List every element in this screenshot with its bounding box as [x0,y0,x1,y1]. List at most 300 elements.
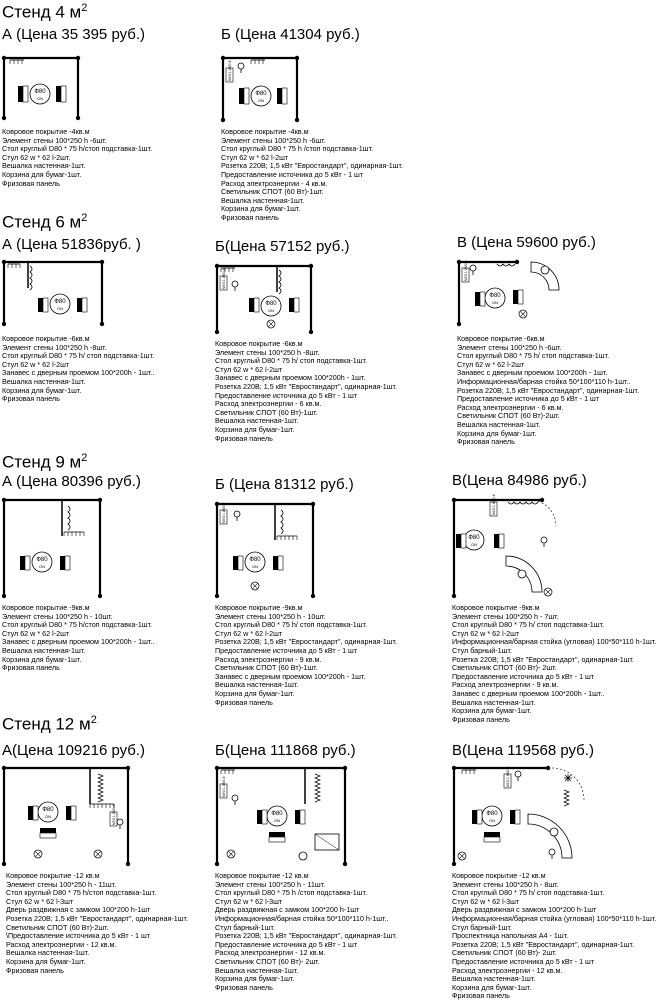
spec-line: Стул 62 w * 62 l-3шт [215,896,283,906]
spec-line: Предоставление источника до 5 кВт - 1 шт [452,956,595,966]
socket-label: МУЗ 1 АМ0.4 [506,766,510,787]
chair-back [239,88,244,104]
chair-back [66,806,71,820]
spec-line: Предоставление источника до 5 кВт - 1 шт [221,169,364,179]
spec-line: Информационная/барная стойка 50*100*110 h-1шт.. [457,376,631,386]
spec-line: Ковровое покрытие -9кв.м [452,603,540,612]
wall-post [343,766,347,770]
chair-seat [43,298,48,312]
wall-post [2,498,6,502]
chair-back [484,832,500,837]
spec-line: Ковровое покрытие -9кв.м [2,603,90,612]
wall-post [221,118,225,122]
spec-line: Корзина для бумаг-1шт. [452,706,532,716]
spec-line: Занавес с дверным проемом 100*200h - 1шт.. [452,688,605,698]
wall-post [76,56,80,60]
spec-line: Стол круглый D80 * 75 h/ стоп подставка-1шт. [452,620,605,630]
spec-line: Занавес с дверным проемом 100*200h - 1шт.. [2,637,155,647]
option-label: А (Цена 51836руб. ) [2,236,141,253]
table-sub: ON [37,96,43,101]
spec-line: Розетка 220В; 1,5 кВт "Евростандарт", одинарная-1шт. [215,637,398,647]
chair-back [60,556,65,570]
sliding-door [98,774,103,802]
spec-line: Розетка 220В; 1,5 кВт "Евростандарт", одинарная-1шт. [452,654,635,664]
chair-back [28,806,33,820]
wall-post [311,502,315,506]
spec-line: Занавес с дверным проемом 100*200h - 1шт. [457,368,608,378]
curtain-door [279,270,281,294]
wall-post [311,594,315,598]
chair-back [249,298,254,312]
chair-back [18,86,23,102]
chair-seat [269,837,285,842]
chair-back [20,556,25,570]
spec-line: Светильник СПОТ (60 Вт)-1шт. [215,663,318,673]
wall-post [2,766,6,770]
table-label: Ф80 [489,293,501,299]
wall-post [215,502,219,506]
spec-line: Вешалка настенная-1шт. [221,195,305,205]
spec-line: Элемент стены 100*250 h - 11шт. [6,879,117,889]
curtain-door [30,266,32,290]
option-label: Б (Цена 41304 руб.) [221,26,360,43]
chair-seat [71,806,76,820]
spec-list [452,872,656,1001]
spec-line: Фризовая панель [6,965,64,975]
socket-label: МУЗ 1 АМ0.4 [492,494,496,515]
wall-post [546,766,550,770]
spec-line: Элемент стены 100*250 h - 8шт. [452,879,559,889]
table-label: Ф80 [271,811,283,817]
spec-line: Предоставление источника до 5 кВт - 1 шт [457,394,600,404]
option-label: В(Цена 119568 руб.) [452,742,594,759]
spot-light-icon [117,819,123,825]
spec-line: Расход электроэнергии - 12 кв.м. [452,965,563,975]
table-sub: ON [45,814,51,819]
spec-line: Корзина для бумаг-1шт. [215,974,295,984]
stand-wall [4,262,102,324]
section-title: Стенд 4 $м^2$ [2,2,88,22]
spec-line: Ковровое покрытие -6кв.м [457,334,545,343]
spec-line: Стол круглый D80 * 75 h/стоп подставка-1шт. [6,888,157,898]
curtain-door [68,506,70,530]
option-label: Б(Цена 57152 руб.) [215,238,350,255]
spec-line: Корзина для бумаг-1шт. [2,385,82,395]
wall-post [126,766,130,770]
wall-post [215,862,219,866]
spec-line: Светильник СПОТ (60 Вт)-2шт. [6,922,109,932]
table-sub: ON [57,306,63,311]
spec-line: Вешалка настенная-1шт. [215,965,299,975]
spec-line: Информационная/барная стойка (угловая) 100*50*110 h-1шт. [452,637,657,647]
spec-line: Ковровое покрытие -6кв.м [215,339,303,348]
spot-light-icon [232,281,238,287]
spec-line: Фризовая панель [2,178,60,188]
chair-seat [40,833,56,838]
spec-line: Стол круглый D80 * 75 h/стоп подставка-1шт. [2,620,153,630]
bar-stool [299,852,307,860]
chair-back [77,298,82,312]
floor-plan [215,764,349,868]
socket-label: МУЗ 1 АМ0.4 [222,776,226,797]
spec-line: Предоставление источника до 5 кВт - 1 шт [452,671,595,681]
chair-back [277,88,282,104]
spec-line: Вешалка настенная-1шт. [452,974,536,984]
spec-line: Корзина для бумаг-1шт. [221,204,301,214]
chair-back [513,290,518,304]
chair-back [510,810,515,824]
spec-list [215,872,397,992]
table-sub: ON [268,308,274,313]
spec-line: Элемент стены 100*250 h -6шт. [221,135,326,145]
sliding-door [564,790,569,806]
option-label: А (Цена 35 395 руб.) [2,26,146,43]
spec-line: Фризовая панель [221,212,279,222]
option-label: А (Цена 80396 руб.) [2,473,141,490]
spec-line: Розетка 220В; 1,5 кВт "Евростандарт", одинарная-1шт. [6,913,189,923]
spec-line: Вешалка настенная-1шт. [6,948,90,958]
spec-line: Стол круглый D80 * 75 h /стоп подставка-1шт. [221,144,374,154]
spec-line: Фризовая панель [452,991,510,1001]
spot-light-icon [541,537,547,543]
spec-line: Расход электроэнергии - 9 кв.м. [452,680,559,690]
spec-list [221,128,403,223]
wall-post [309,264,313,268]
spec-line: Вешалка настенная-1шт. [215,680,299,690]
spec-line: Предоставление источника до 5 кВт - 1 шт [215,645,358,655]
chair-back [269,832,285,837]
spec-line: Элемент стены 100*250 h - 7шт. [452,611,559,621]
spec-line: Розетка 220В; 1,5 кВт "Евростандарт", одинарная-1шт. [215,931,398,941]
spec-line: Светильник СПОТ (60 Вт)-1шт. [221,187,324,197]
floor-plan [215,500,317,600]
chair-seat [82,298,87,312]
spec-line: Занавес с дверным проемом 100*200h - 1шт. [215,373,366,383]
wall-post [309,330,313,334]
socket-label: МУЗ 1 АМ0.4 [112,804,116,825]
spec-line: Занавес с дверным проемом 100*200h - 1шт. [215,671,366,681]
spec-line: Вешалка настенная-1шт. [2,161,86,171]
wall-post [215,264,219,268]
spec-line: Стол круглый D80 * 75 h/ стоп подставка-1шт. [2,351,155,361]
chair-seat [282,88,287,104]
option-label: Б (Цена 81312 руб.) [215,476,354,493]
spec-line: Стул 62 w * 62 l-2шт [457,359,525,369]
wall-post [343,862,347,866]
bar-stool [550,828,558,836]
wall-post [98,498,102,502]
spec-line: Информационная/барная стойка (угловая) 100*50*110 h-1шт. [452,913,657,923]
curtain-door [497,264,515,266]
spot-light-icon [238,63,244,69]
spec-line: Проспектница напольная А4 - 1шт. [452,931,569,941]
table-label: Ф80 [249,557,261,563]
spec-line: Расход электроэнергии - 6 кв.м. [215,399,322,409]
spec-line: Вешалка настенная-1шт. [215,416,299,426]
wall-post [457,260,461,264]
spec-line: Стул 62 w * 62 l-3шт [452,896,520,906]
chair-seat [33,806,38,820]
spec-line: Вешалка настенная-1шт. [2,376,86,386]
section-title: Стенд 12 $м^2$ [2,714,97,734]
spec-line: Предоставление источника до 5 кВт - 1 шт [215,390,358,400]
chair-seat [262,810,267,824]
spec-line: Ковровое покрытие -12 кв.м [452,871,546,880]
floor-plan [2,496,104,600]
spec-line: Информационная/барная стойка 50*100*110 h-1шт.. [215,913,389,923]
spec-line: Элемент стены 100*250 h -6шт. [457,342,562,352]
wall-post [515,260,519,264]
spec-line: Стол круглый D80 * 75 h/ стоп подставка-1шт. [215,620,368,630]
brochure-stand-icon [564,774,572,782]
spot-light-icon [234,511,240,517]
spec-line: Стол круглый D80 * 75 h/ стоп подставка-1шт. [215,356,368,366]
spec-line: Корзина для бумаг-1шт. [6,956,86,966]
spec-list [2,604,154,673]
option-label: Б(Цена 111868 руб.) [215,742,356,759]
spec-line: Светильник СПОТ (60 Вт)- 2шт. [452,663,557,673]
chair-seat [254,298,259,312]
chair-seat [461,534,466,548]
wall-post [215,594,219,598]
table-sub: ON [252,564,258,569]
chair-back [273,556,278,570]
spec-line: \Предоставление источника до 5 кВт - 1 шт [6,931,151,941]
chair-seat [61,86,66,102]
spec-line: Фризовая панель [2,663,60,673]
chair-seat [499,534,504,548]
spec-line: Корзина для бумаг-1шт. [457,428,537,438]
spec-line: Ковровое покрытие -12 кв.м [6,871,100,880]
chair-back [494,534,499,548]
floor-plan [2,764,134,868]
spec-line: Стул 62 w * 62 l-2шт [221,152,289,162]
spec-line: Стол круглый D80 * 75 h/ стоп подставка-1шт. [457,351,610,361]
spec-line: Светильник СПОТ (60 Вт)-2шт. [457,411,560,421]
spec-line: Расход электроэнергии - 4 кв.м. [221,178,328,188]
spec-line: Дверь раздвижная с замком 100*200 h-1шт [215,905,360,915]
table-sub: ON [489,818,495,823]
table-label: Ф80 [468,535,480,541]
wall-post [2,260,6,264]
chair-back [40,828,56,833]
spec-line: Фризовая панель [215,697,273,707]
spec-line: Светильник СПОТ (60 Вт)-1шт. [215,407,318,417]
spec-line: Элемент стены 100*250 h - 11шт. [215,879,326,889]
spec-line: Вешалка настенная-1шт. [2,645,86,655]
spec-line: Корзина для бумаг-1шт. [215,424,295,434]
option-label: А(Цена 109216 руб.) [2,742,146,759]
spec-line: Стол круглый D80 * 75 h/стоп подставка-1шт. [2,144,153,154]
chair-seat [477,810,482,824]
chair-seat [300,810,305,824]
wall-post [540,498,544,502]
socket-label: МУЗ 1 АМ0.4 [464,260,468,281]
spec-line: Стул барный-1шт. [452,645,512,655]
section-title: Стенд 9 $м^2$ [2,452,88,472]
chair-back [456,534,461,548]
spec-line: Стул 62 w * 62 l-2шт [215,628,283,638]
socket-label: МУЗ 1 АМ0.4 [228,60,232,81]
bar-stool [518,570,526,578]
spec-line: Элемент стены 100*250 h -8шт. [215,347,320,357]
door-swing [552,768,584,800]
spec-list [6,872,188,975]
stand-wall [217,504,313,596]
table-label: Ф80 [34,89,46,95]
table-sub: ON [39,564,45,569]
chair-back [295,810,300,824]
spec-line: Стул 62 w * 62 l-3шт [6,896,74,906]
spec-line: Вешалка настенная-1шт. [457,419,541,429]
chair-seat [515,810,520,824]
spec-line: Стул барный-1шт. [452,922,512,932]
floor-plan [457,258,561,328]
wall-post [2,116,6,120]
spec-line: Элемент стены 100*250 h -6шт. [2,135,107,145]
wall-post [452,498,456,502]
socket-label: МУЗ 1 АМ0.4 [222,502,226,523]
spec-line: Ковровое покрытие -6кв.м [2,334,90,343]
floor-plan [221,54,301,122]
option-label: В (Цена 59600 руб.) [457,234,596,251]
spec-list [215,340,397,443]
chair-seat [25,556,30,570]
spec-line: Светильник СПОТ (60 Вт)- 2шт. [452,948,557,958]
wall-post [2,594,6,598]
spec-line: Расход электроэнергии - 6 кв.м. [457,402,564,412]
chair-back [38,298,43,312]
spec-line: Розетка 220В; 1,5 кВт "Евростандарт", одинарная-1шт. [452,939,635,949]
chair-seat [65,556,70,570]
sliding-door [315,774,320,802]
bar-stool [541,266,549,274]
wall-post [215,330,219,334]
table-label: Ф80 [54,299,66,305]
spec-line: Дверь раздвижная с замком 100*200 h-1шт [452,905,597,915]
spec-line: Занавес с дверным проемом 100*200h - 1шт.. [2,368,155,378]
chair-seat [23,86,28,102]
wall-post [100,260,104,264]
table-sub: ON [258,98,264,103]
curtain-door [508,502,538,504]
table-sub: ON [274,818,280,823]
chair-back [56,86,61,102]
spec-line: Элемент стены 100*250 h - 10шт. [215,611,326,621]
spec-line: Дверь раздвижная с замком 100*200 h-1шт [6,905,151,915]
chair-seat [294,298,299,312]
spec-line: Ковровое покрытие -4кв.м [2,127,90,136]
wall-post [221,56,225,60]
spec-line: Фризовая панель [457,437,515,447]
chair-seat [484,837,500,842]
table-label: Ф80 [255,91,267,97]
spec-line: Вешалка настенная-1шт. [452,697,536,707]
chair-seat [518,290,523,304]
floor-plan [215,262,315,334]
floor-plan [452,764,590,868]
wall-post [100,322,104,326]
spec-line: Расход электроэнергии - 12 кв.м. [6,939,117,949]
spec-list [215,604,397,707]
spec-line: Стул 62 w * 62 l-2шт [2,359,70,369]
chair-back [289,298,294,312]
spec-list [2,335,154,404]
spec-line: Розетка 220В; 1,5 кВт "Евростандарт", одинарная-1шт. [221,161,404,171]
floor-plan [2,56,82,120]
wall-post [98,594,102,598]
wall-post [2,862,6,866]
spec-list [457,335,639,447]
wall-post [452,594,456,598]
option-label: В(Цена 84986 руб.) [452,472,587,489]
chair-seat [278,556,283,570]
table-label: Ф80 [486,811,498,817]
chair-seat [238,556,243,570]
table-label: Ф80 [265,301,277,307]
spec-line: Фризовая панель [215,982,273,992]
spec-line: Корзина для бумаг-1шт. [2,654,82,664]
spec-line: Розетка 220В; 1,5 кВт "Евростандарт", одинарная-1шт. [215,381,398,391]
wall-post [452,862,456,866]
spec-line: Светильник СПОТ (60 Вт)- 2шт. [215,956,320,966]
spec-line: Стул 62 w * 62 l-2шт [2,628,70,638]
spec-line: Фризовая панель [215,433,273,443]
spec-line: Корзина для бумаг-1шт. [452,982,532,992]
wall-post [452,766,456,770]
socket-label: МУЗ 1 АМ0.4 [222,268,226,289]
spec-line: Элемент стены 100*250 h -8шт. [2,342,107,352]
spec-line: Ковровое покрытие -4кв.м [221,127,309,136]
spec-line: Ковровое покрытие -9кв.м [215,603,303,612]
curtain-door [281,510,283,534]
floor-plan [452,496,560,600]
spec-line: Предоставление источника до 5 кВт - 1 шт [215,939,358,949]
section-title: Стенд 6 $м^2$ [2,212,88,232]
table-sub: ON [492,300,498,305]
spec-list [2,128,152,188]
spec-line: Стул 62 w * 62 l-2шт. [2,152,71,162]
spec-list [452,604,656,724]
spec-line: Расход электроэнергии - 12 кв.м. [215,948,326,958]
spec-line: Стол круглый D80 * 75 h /стоп подставка-1шт. [215,888,368,898]
table-sub: ON [471,542,477,547]
spec-line: Расход электроэнергии - 9 кв.м. [215,654,322,664]
spot-light-icon [232,795,238,801]
floor-plan [2,258,106,328]
spec-line: Стол круглый D80 * 75 h/ стоп подставка-1шт. [452,888,605,898]
spec-line: Ковровое покрытие -12 кв.м [215,871,309,880]
spec-line: Элемент стены 100*250 h - 10шт. [2,611,113,621]
spec-line: Корзина для бумаг-1шт. [2,169,82,179]
spot-light-icon [515,771,521,777]
chair-seat [480,292,485,306]
spec-line: Фризовая панель [2,394,60,404]
stand-wall [4,500,100,596]
table-label: Ф80 [36,557,48,563]
wall-post [215,766,219,770]
spec-line: Стул 62 w * 62 l-2шт [452,628,520,638]
spec-line: Стул барный-1шт. [215,922,275,932]
spec-line: Розетка 220В; 1,5 кВт "Евростандарт", одинарная-1шт. [457,385,640,395]
spec-line: Корзина для бумаг-1шт. [215,688,295,698]
spec-line: Фризовая панель [452,714,510,724]
wall-post [457,322,461,326]
chair-back [472,810,477,824]
chair-back [475,292,480,306]
wall-post [2,322,6,326]
wall-post [126,862,130,866]
